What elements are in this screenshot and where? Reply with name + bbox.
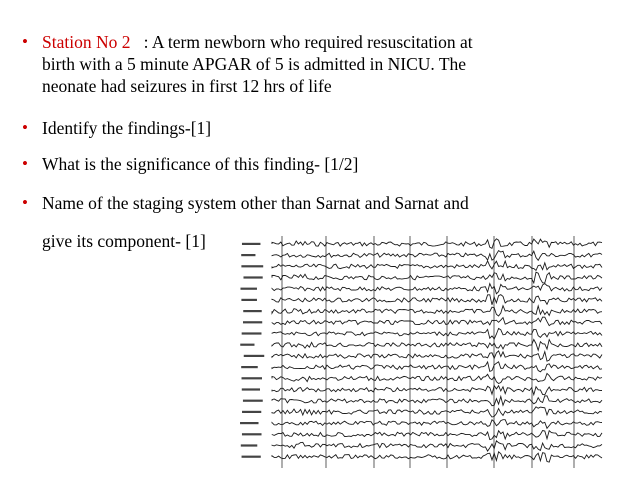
eeg-channel-trace bbox=[272, 251, 602, 261]
eeg-channel-trace bbox=[272, 284, 602, 294]
eeg-channel-trace bbox=[272, 396, 602, 406]
question-3-line-2: give its component- [1] bbox=[42, 231, 206, 251]
eeg-channel-trace bbox=[272, 441, 602, 451]
eeg-channel-label bbox=[243, 276, 262, 278]
eeg-channel-label bbox=[243, 310, 261, 312]
eeg-channel-trace bbox=[272, 373, 602, 383]
eeg-channel-trace bbox=[272, 452, 602, 462]
eeg-channel-label bbox=[241, 299, 257, 301]
eeg-channel-label bbox=[242, 456, 261, 458]
eeg-channel-label bbox=[242, 377, 262, 379]
eeg-channel-trace bbox=[272, 239, 602, 249]
eeg-channel-label bbox=[242, 332, 262, 334]
case-description bbox=[42, 31, 602, 97]
eeg-channel-trace bbox=[272, 362, 602, 372]
eeg-channel-label bbox=[240, 288, 256, 290]
eeg-channel-trace bbox=[272, 317, 602, 326]
eeg-channel-trace bbox=[272, 340, 602, 351]
eeg-channel-trace bbox=[272, 328, 602, 339]
eeg-channel-trace bbox=[272, 261, 602, 271]
eeg-channel-trace bbox=[272, 306, 602, 316]
question-1: Identify the findings-[1] bbox=[42, 118, 212, 138]
eeg-channel-label bbox=[241, 444, 257, 446]
eeg-channel-label bbox=[243, 321, 262, 323]
eeg-channel-label bbox=[242, 243, 260, 245]
bullet-3-icon: • bbox=[22, 154, 28, 173]
eeg-channel-trace bbox=[272, 272, 602, 283]
bullet-4-icon: • bbox=[22, 193, 28, 212]
station-label: Station No 2 bbox=[42, 32, 131, 52]
case-line-2: birth with a 5 minute APGAR of 5 is admitted in NICU. The bbox=[42, 54, 467, 74]
eeg-tracing-image bbox=[232, 232, 606, 478]
eeg-channel-label bbox=[242, 388, 260, 390]
eeg-channel-trace bbox=[272, 407, 602, 417]
eeg-channel-trace bbox=[272, 420, 602, 429]
question-3 bbox=[42, 192, 602, 214]
eeg-channel-label bbox=[240, 422, 258, 424]
eeg-channel-label bbox=[240, 344, 254, 346]
eeg-channel-label bbox=[242, 411, 261, 413]
eeg-channel-label bbox=[241, 254, 255, 256]
bullet-2-icon: • bbox=[22, 118, 28, 137]
case-line-3: neonate had seizures in first 12 hrs of life bbox=[42, 76, 332, 96]
question-3-line-1: Name of the staging system other than Sarnat and Sarnat and bbox=[42, 193, 469, 213]
eeg-channel-trace bbox=[272, 431, 602, 440]
eeg-channel-label bbox=[241, 265, 263, 267]
eeg-channel-trace bbox=[272, 351, 602, 361]
question-2: What is the significance of this finding- [1/2] bbox=[42, 154, 359, 174]
bullet-1-icon: • bbox=[22, 32, 28, 51]
eeg-channel-label bbox=[241, 366, 258, 368]
eeg-channel-label bbox=[242, 433, 262, 435]
eeg-channel-label bbox=[244, 355, 264, 357]
case-line-1: : A term newborn who required resuscitation at bbox=[143, 32, 473, 52]
eeg-channel-trace bbox=[272, 386, 602, 395]
eeg-channel-trace bbox=[272, 295, 602, 305]
eeg-channel-label bbox=[243, 400, 263, 402]
